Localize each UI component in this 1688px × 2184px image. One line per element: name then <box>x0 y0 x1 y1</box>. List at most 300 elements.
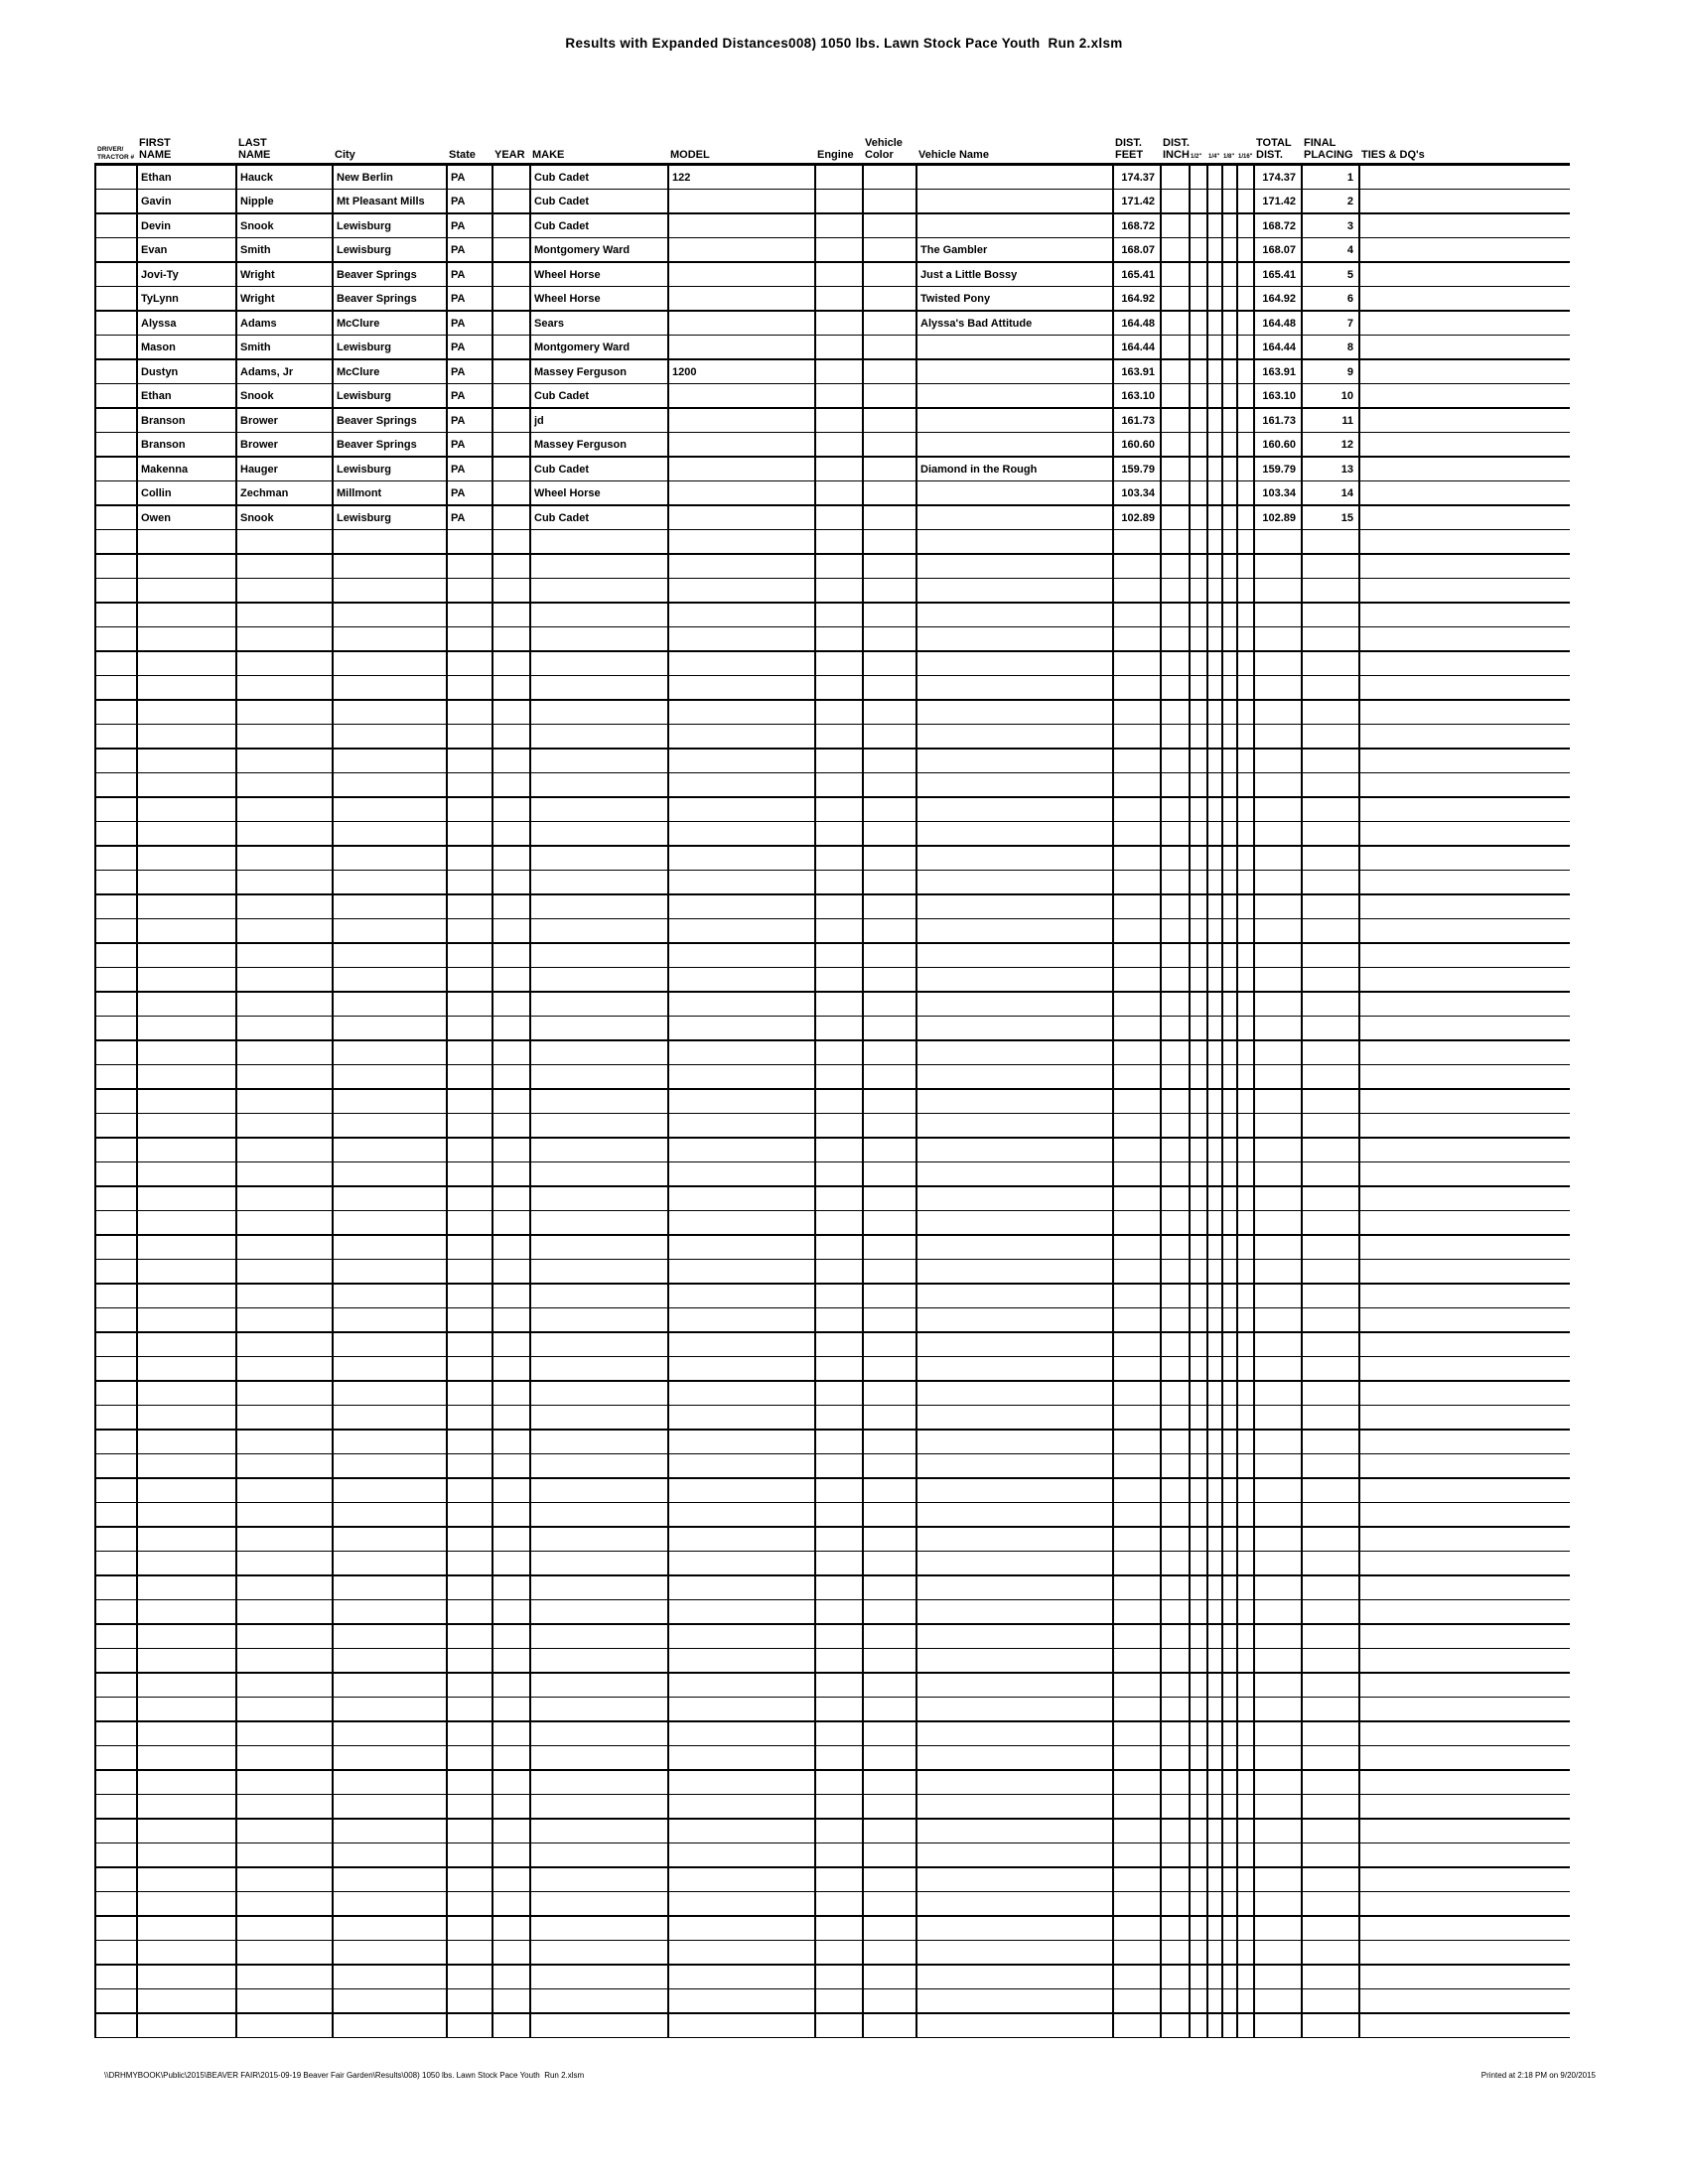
cell-tractor <box>95 1454 137 1479</box>
cell-tractor <box>95 190 137 214</box>
cell-dist_feet <box>1113 1114 1161 1139</box>
cell-model <box>668 1430 815 1454</box>
cell-vehicle_name <box>916 1867 1113 1892</box>
cell-vehicle_name <box>916 336 1113 360</box>
cell-model <box>668 968 815 993</box>
cell-model <box>668 1089 815 1114</box>
cell-dist_inch <box>1161 1698 1190 1722</box>
cell-sixteenth_inch <box>1237 1478 1254 1503</box>
cell-last_name <box>236 1138 333 1162</box>
cell-city <box>333 700 447 725</box>
cell-half_inch <box>1190 725 1207 750</box>
cell-half_inch <box>1190 1430 1207 1454</box>
cell-eighth_inch <box>1222 1235 1237 1260</box>
cell-total_dist <box>1254 1040 1302 1065</box>
cell-vehicle_color <box>863 1454 916 1479</box>
cell-engine <box>815 2013 863 2038</box>
cell-ties_dqs <box>1359 165 1570 190</box>
cell-last_name <box>236 773 333 798</box>
cell-tractor <box>95 1867 137 1892</box>
cell-first_name <box>137 1284 236 1308</box>
cell-ties_dqs <box>1359 749 1570 773</box>
cell-half_inch <box>1190 1770 1207 1795</box>
cell-ties_dqs <box>1359 554 1570 579</box>
cell-make <box>530 1089 668 1114</box>
cell-half_inch <box>1190 749 1207 773</box>
cell-ties_dqs <box>1359 1357 1570 1382</box>
cell-quarter_inch <box>1207 1892 1222 1917</box>
cell-final_placing <box>1302 651 1359 676</box>
cell-dist_feet <box>1113 1017 1161 1041</box>
cell-last_name <box>236 651 333 676</box>
cell-engine <box>815 1795 863 1820</box>
cell-first_name: Dustyn <box>137 359 236 384</box>
cell-quarter_inch <box>1207 359 1222 384</box>
cell-vehicle_name <box>916 481 1113 506</box>
cell-model <box>668 579 815 604</box>
cell-eighth_inch <box>1222 1843 1237 1868</box>
cell-ties_dqs <box>1359 1673 1570 1698</box>
cell-vehicle_color <box>863 1357 916 1382</box>
cell-last_name <box>236 1114 333 1139</box>
cell-dist_feet <box>1113 1454 1161 1479</box>
cell-engine <box>815 1746 863 1771</box>
cell-model <box>668 384 815 409</box>
empty-row <box>95 1843 1570 1868</box>
cell-quarter_inch <box>1207 1941 1222 1966</box>
cell-dist_feet <box>1113 725 1161 750</box>
cell-dist_feet <box>1113 1795 1161 1820</box>
column-header-last_name: LAST NAME <box>236 137 333 165</box>
cell-dist_feet: 165.41 <box>1113 262 1161 287</box>
cell-quarter_inch <box>1207 919 1222 944</box>
cell-model <box>668 1624 815 1649</box>
cell-eighth_inch <box>1222 603 1237 627</box>
cell-final_placing <box>1302 1114 1359 1139</box>
cell-eighth_inch <box>1222 1357 1237 1382</box>
cell-vehicle_color <box>863 1017 916 1041</box>
cell-dist_feet <box>1113 797 1161 822</box>
empty-row <box>95 1162 1570 1187</box>
cell-city <box>333 919 447 944</box>
cell-half_inch <box>1190 1162 1207 1187</box>
cell-tractor <box>95 359 137 384</box>
cell-sixteenth_inch <box>1237 213 1254 238</box>
cell-state <box>447 1527 492 1552</box>
cell-ties_dqs <box>1359 871 1570 895</box>
cell-year <box>492 505 530 530</box>
cell-first_name <box>137 1503 236 1528</box>
cell-make <box>530 1065 668 1090</box>
cell-year <box>492 287 530 312</box>
cell-total_dist: 102.89 <box>1254 505 1302 530</box>
cell-year <box>492 1721 530 1746</box>
cell-year <box>492 433 530 458</box>
cell-vehicle_color <box>863 1721 916 1746</box>
empty-row <box>95 1721 1570 1746</box>
cell-city <box>333 822 447 847</box>
cell-dist_feet <box>1113 1843 1161 1868</box>
empty-row <box>95 1284 1570 1308</box>
cell-state <box>447 1941 492 1966</box>
cell-quarter_inch <box>1207 1600 1222 1625</box>
cell-make: Wheel Horse <box>530 287 668 312</box>
cell-dist_inch <box>1161 1843 1190 1868</box>
cell-make <box>530 676 668 701</box>
cell-sixteenth_inch <box>1237 1138 1254 1162</box>
cell-year <box>492 1260 530 1285</box>
cell-eighth_inch <box>1222 1138 1237 1162</box>
empty-row <box>95 1040 1570 1065</box>
cell-sixteenth_inch <box>1237 1795 1254 1820</box>
cell-final_placing <box>1302 700 1359 725</box>
cell-dist_inch <box>1161 1260 1190 1285</box>
cell-vehicle_name <box>916 1065 1113 1090</box>
cell-total_dist <box>1254 1138 1302 1162</box>
cell-vehicle_color <box>863 384 916 409</box>
cell-dist_inch <box>1161 433 1190 458</box>
cell-tractor <box>95 1357 137 1382</box>
cell-vehicle_name <box>916 1357 1113 1382</box>
cell-make <box>530 1186 668 1211</box>
cell-total_dist: 164.48 <box>1254 311 1302 336</box>
cell-total_dist <box>1254 1624 1302 1649</box>
cell-engine <box>815 433 863 458</box>
cell-model <box>668 433 815 458</box>
cell-engine <box>815 846 863 871</box>
cell-dist_inch <box>1161 1211 1190 1236</box>
cell-total_dist <box>1254 1575 1302 1600</box>
cell-dist_inch <box>1161 530 1190 555</box>
cell-model <box>668 1941 815 1966</box>
cell-first_name <box>137 943 236 968</box>
cell-last_name <box>236 846 333 871</box>
cell-vehicle_color <box>863 919 916 944</box>
cell-eighth_inch <box>1222 894 1237 919</box>
cell-vehicle_color <box>863 1040 916 1065</box>
cell-ties_dqs <box>1359 1503 1570 1528</box>
cell-vehicle_name <box>916 1721 1113 1746</box>
cell-sixteenth_inch <box>1237 505 1254 530</box>
cell-dist_inch <box>1161 773 1190 798</box>
cell-dist_feet <box>1113 1260 1161 1285</box>
cell-dist_feet <box>1113 822 1161 847</box>
cell-dist_feet <box>1113 1721 1161 1746</box>
cell-engine <box>815 725 863 750</box>
cell-total_dist <box>1254 1698 1302 1722</box>
cell-make <box>530 1770 668 1795</box>
cell-vehicle_name <box>916 603 1113 627</box>
cell-ties_dqs <box>1359 287 1570 312</box>
cell-vehicle_color <box>863 1478 916 1503</box>
cell-eighth_inch <box>1222 1649 1237 1674</box>
cell-city <box>333 1698 447 1722</box>
cell-vehicle_name <box>916 1649 1113 1674</box>
cell-total_dist <box>1254 749 1302 773</box>
cell-vehicle_color <box>863 1698 916 1722</box>
cell-make <box>530 1138 668 1162</box>
cell-dist_inch <box>1161 1965 1190 1989</box>
cell-ties_dqs <box>1359 603 1570 627</box>
cell-dist_inch <box>1161 457 1190 481</box>
cell-vehicle_color <box>863 894 916 919</box>
cell-city <box>333 894 447 919</box>
cell-sixteenth_inch <box>1237 287 1254 312</box>
page-footer <box>104 2071 1596 2080</box>
cell-total_dist: 174.37 <box>1254 165 1302 190</box>
cell-make <box>530 894 668 919</box>
cell-eighth_inch <box>1222 919 1237 944</box>
cell-city <box>333 1332 447 1357</box>
cell-total_dist <box>1254 943 1302 968</box>
cell-tractor <box>95 651 137 676</box>
cell-last_name <box>236 1698 333 1722</box>
cell-make: Cub Cadet <box>530 213 668 238</box>
cell-make <box>530 1673 668 1698</box>
cell-ties_dqs <box>1359 433 1570 458</box>
cell-quarter_inch <box>1207 1065 1222 1090</box>
cell-ties_dqs <box>1359 943 1570 968</box>
cell-last_name <box>236 1357 333 1382</box>
cell-eighth_inch <box>1222 287 1237 312</box>
cell-tractor <box>95 262 137 287</box>
cell-model <box>668 749 815 773</box>
cell-model <box>668 1017 815 1041</box>
cell-first_name <box>137 554 236 579</box>
cell-engine <box>815 384 863 409</box>
empty-row <box>95 1381 1570 1406</box>
cell-half_inch <box>1190 700 1207 725</box>
cell-quarter_inch <box>1207 1989 1222 2014</box>
cell-first_name <box>137 773 236 798</box>
cell-ties_dqs <box>1359 1698 1570 1722</box>
cell-vehicle_color <box>863 311 916 336</box>
cell-city <box>333 968 447 993</box>
cell-eighth_inch <box>1222 359 1237 384</box>
cell-city <box>333 1965 447 1989</box>
cell-ties_dqs <box>1359 1017 1570 1041</box>
empty-row <box>95 1211 1570 1236</box>
cell-city <box>333 1017 447 1041</box>
empty-row <box>95 773 1570 798</box>
cell-half_inch <box>1190 1624 1207 1649</box>
cell-city: Millmont <box>333 481 447 506</box>
empty-row <box>95 1114 1570 1139</box>
cell-final_placing <box>1302 1916 1359 1941</box>
cell-dist_inch <box>1161 651 1190 676</box>
cell-engine <box>815 481 863 506</box>
cell-vehicle_name <box>916 822 1113 847</box>
cell-last_name <box>236 1040 333 1065</box>
cell-half_inch <box>1190 1965 1207 1989</box>
cell-vehicle_color <box>863 1114 916 1139</box>
cell-year <box>492 627 530 652</box>
cell-final_placing <box>1302 1089 1359 1114</box>
cell-final_placing <box>1302 2013 1359 2038</box>
cell-year <box>492 311 530 336</box>
cell-tractor <box>95 1260 137 1285</box>
cell-ties_dqs <box>1359 1552 1570 1576</box>
empty-row <box>95 968 1570 993</box>
cell-first_name <box>137 797 236 822</box>
cell-eighth_inch <box>1222 1089 1237 1114</box>
cell-vehicle_name <box>916 1430 1113 1454</box>
cell-quarter_inch <box>1207 1478 1222 1503</box>
cell-model <box>668 457 815 481</box>
cell-model <box>668 1575 815 1600</box>
cell-ties_dqs <box>1359 213 1570 238</box>
cell-tractor <box>95 1381 137 1406</box>
cell-sixteenth_inch <box>1237 700 1254 725</box>
cell-dist_inch <box>1161 262 1190 287</box>
cell-year <box>492 1308 530 1333</box>
cell-ties_dqs <box>1359 1308 1570 1333</box>
cell-make: Cub Cadet <box>530 457 668 481</box>
cell-quarter_inch <box>1207 822 1222 847</box>
empty-row <box>95 1649 1570 1674</box>
cell-state <box>447 1065 492 1090</box>
cell-first_name <box>137 871 236 895</box>
cell-dist_feet: 174.37 <box>1113 165 1161 190</box>
cell-dist_feet <box>1113 943 1161 968</box>
cell-total_dist <box>1254 725 1302 750</box>
cell-model <box>668 1162 815 1187</box>
cell-final_placing: 15 <box>1302 505 1359 530</box>
cell-year <box>492 894 530 919</box>
empty-row <box>95 1624 1570 1649</box>
cell-half_inch <box>1190 213 1207 238</box>
empty-row <box>95 894 1570 919</box>
cell-quarter_inch <box>1207 554 1222 579</box>
cell-model <box>668 725 815 750</box>
cell-eighth_inch <box>1222 1478 1237 1503</box>
cell-ties_dqs <box>1359 1162 1570 1187</box>
cell-vehicle_color <box>863 1600 916 1625</box>
cell-quarter_inch <box>1207 700 1222 725</box>
empty-row <box>95 1941 1570 1966</box>
cell-final_placing <box>1302 1600 1359 1625</box>
cell-first_name <box>137 1721 236 1746</box>
cell-first_name <box>137 1941 236 1966</box>
cell-quarter_inch <box>1207 579 1222 604</box>
cell-sixteenth_inch <box>1237 336 1254 360</box>
cell-make <box>530 627 668 652</box>
cell-state: PA <box>447 336 492 360</box>
cell-model <box>668 505 815 530</box>
cell-vehicle_color <box>863 1186 916 1211</box>
cell-last_name <box>236 1017 333 1041</box>
cell-eighth_inch <box>1222 1916 1237 1941</box>
cell-vehicle_color <box>863 1527 916 1552</box>
cell-eighth_inch <box>1222 1162 1237 1187</box>
cell-total_dist <box>1254 2013 1302 2038</box>
cell-vehicle_name <box>916 1017 1113 1041</box>
cell-ties_dqs <box>1359 1867 1570 1892</box>
cell-vehicle_color <box>863 797 916 822</box>
cell-city: Beaver Springs <box>333 262 447 287</box>
cell-year <box>492 530 530 555</box>
cell-city <box>333 1721 447 1746</box>
cell-last_name <box>236 1770 333 1795</box>
cell-half_inch <box>1190 968 1207 993</box>
cell-sixteenth_inch <box>1237 1624 1254 1649</box>
cell-sixteenth_inch <box>1237 481 1254 506</box>
cell-engine <box>815 359 863 384</box>
cell-city: Beaver Springs <box>333 287 447 312</box>
cell-make <box>530 1381 668 1406</box>
cell-make <box>530 1527 668 1552</box>
cell-year <box>492 676 530 701</box>
cell-city <box>333 1478 447 1503</box>
cell-half_inch <box>1190 1795 1207 1820</box>
cell-total_dist <box>1254 700 1302 725</box>
cell-dist_inch <box>1161 287 1190 312</box>
cell-half_inch <box>1190 1454 1207 1479</box>
cell-final_placing: 10 <box>1302 384 1359 409</box>
cell-vehicle_color <box>863 1308 916 1333</box>
cell-sixteenth_inch <box>1237 165 1254 190</box>
cell-state <box>447 1770 492 1795</box>
cell-engine <box>815 919 863 944</box>
cell-make: jd <box>530 408 668 433</box>
cell-final_placing: 2 <box>1302 190 1359 214</box>
cell-vehicle_name: The Gambler <box>916 238 1113 263</box>
cell-eighth_inch <box>1222 1284 1237 1308</box>
cell-total_dist: 168.72 <box>1254 213 1302 238</box>
cell-last_name: Adams <box>236 311 333 336</box>
cell-ties_dqs <box>1359 1040 1570 1065</box>
cell-dist_inch <box>1161 336 1190 360</box>
cell-engine <box>815 1017 863 1041</box>
table-row <box>95 384 1570 409</box>
cell-total_dist <box>1254 1186 1302 1211</box>
cell-state <box>447 1965 492 1989</box>
cell-first_name: Branson <box>137 408 236 433</box>
cell-vehicle_color <box>863 359 916 384</box>
cell-vehicle_name <box>916 384 1113 409</box>
cell-first_name <box>137 1989 236 2014</box>
empty-row <box>95 1527 1570 1552</box>
cell-year <box>492 1746 530 1771</box>
table-row <box>95 359 1570 384</box>
cell-final_placing <box>1302 1843 1359 1868</box>
cell-ties_dqs <box>1359 1819 1570 1843</box>
cell-model <box>668 797 815 822</box>
cell-ties_dqs <box>1359 262 1570 287</box>
cell-tractor <box>95 530 137 555</box>
cell-sixteenth_inch <box>1237 384 1254 409</box>
cell-sixteenth_inch <box>1237 749 1254 773</box>
cell-sixteenth_inch <box>1237 846 1254 871</box>
cell-total_dist <box>1254 1406 1302 1431</box>
cell-total_dist <box>1254 1819 1302 1843</box>
column-header-year: YEAR <box>492 137 530 165</box>
cell-eighth_inch <box>1222 1017 1237 1041</box>
cell-tractor <box>95 1162 137 1187</box>
cell-state <box>447 1186 492 1211</box>
cell-vehicle_color <box>863 2013 916 2038</box>
column-header-sixteenth_inch: 1/16" <box>1237 137 1254 165</box>
cell-dist_feet <box>1113 1819 1161 1843</box>
cell-city <box>333 725 447 750</box>
cell-eighth_inch <box>1222 1892 1237 1917</box>
cell-tractor <box>95 968 137 993</box>
cell-eighth_inch <box>1222 797 1237 822</box>
cell-first_name <box>137 1698 236 1722</box>
cell-year <box>492 968 530 993</box>
cell-vehicle_color <box>863 1575 916 1600</box>
cell-state: PA <box>447 481 492 506</box>
